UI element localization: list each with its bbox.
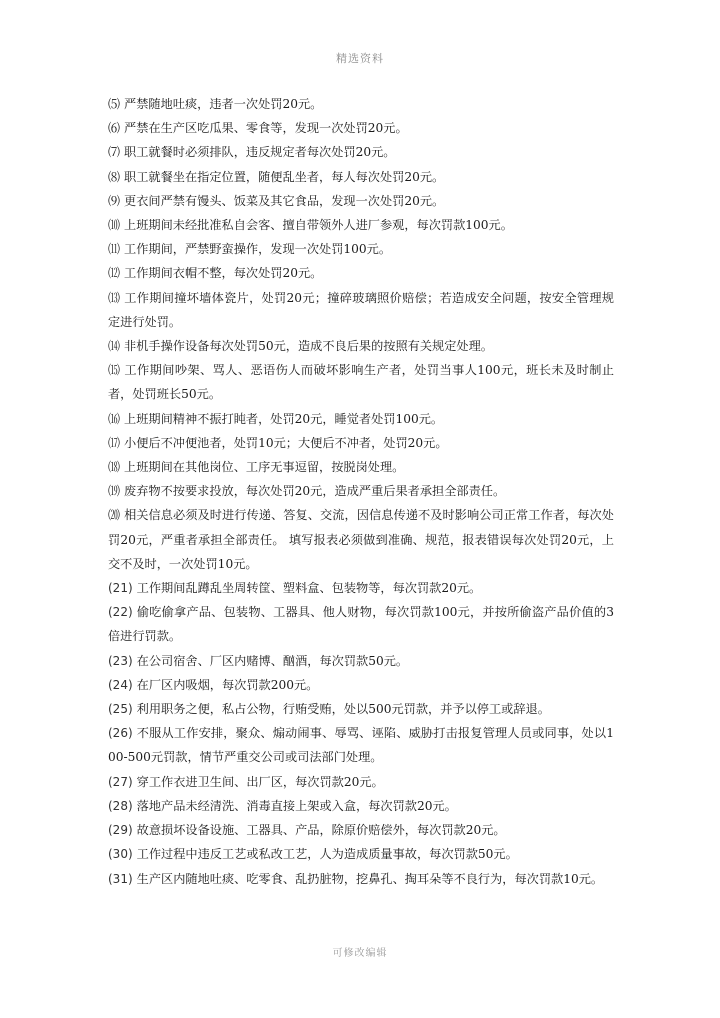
rule-text: 工作期间衣帽不整，每次处罚20元。 — [124, 266, 323, 281]
rule-number: ⑾ — [108, 242, 121, 257]
rule-number: (26) — [108, 726, 133, 741]
rule-number: ⒁ — [108, 339, 121, 354]
rule-number: ⑹ — [108, 121, 121, 136]
rule-number: (21) — [108, 581, 133, 596]
rule-text: 相关信息必须及时进行传递、答复、交流，因信息传递不及时影响公司正常工作者，每次处罚20元，严重者承担全部责任。 填写报表必须做到准确、规范，报表错误每次处罚20元，上交不及时，一次处罚10元。 — [108, 508, 614, 571]
rule-text: 工作过程中违反工艺或私改工艺，人为造成质量事故，每次罚款50元。 — [136, 847, 518, 862]
rule-text: 严禁随地吐痰，违者一次处罚20元。 — [124, 97, 323, 111]
rule-text: 利用职务之便，私占公物，行贿受贿，处以500元罚款，并予以停工或辞退。 — [136, 702, 550, 717]
rule-number: ⑸ — [108, 97, 121, 111]
rule-item — [108, 673, 614, 697]
rule-item — [108, 116, 614, 140]
rule-text: 上班期间未经批准私自会客、擅自带领外人进厂参观，每次罚款100元。 — [124, 218, 513, 233]
rule-text: 上班期间在其他岗位、工序无事逗留，按脱岗处理。 — [124, 460, 405, 475]
rule-item — [108, 770, 614, 794]
rule-text: 职工就餐坐在指定位置，随便乱坐者，每人每次处罚20元。 — [124, 169, 445, 184]
rule-number: (22) — [108, 605, 133, 620]
rule-text: 工作期间吵架、骂人、恶语伤人而破坏影响生产者，处罚当事人100元，班长未及时制止者，处罚班长50元。 — [108, 363, 614, 402]
rule-item — [108, 140, 614, 164]
rule-text: 非机手操作设备每次处罚50元，造成不良后果的按照有关规定处理。 — [124, 339, 493, 354]
rule-text: 职工就餐时必须排队，违反规定者每次处罚20元。 — [124, 145, 396, 160]
rule-number: (24) — [108, 677, 133, 692]
rule-number: ⑼ — [108, 193, 121, 208]
rule-item — [108, 503, 614, 576]
rule-number: ⒇ — [108, 508, 121, 523]
rule-number: (23) — [108, 653, 133, 668]
rule-item — [108, 213, 614, 237]
rule-item — [108, 697, 614, 721]
rule-text: 穿工作衣进卫生间、出厂区，每次罚款20元。 — [136, 774, 384, 789]
rule-item — [108, 237, 614, 261]
rule-item — [108, 576, 614, 600]
rule-text: 更衣间严禁有馒头、饭菜及其它食品，发现一次处罚20元。 — [124, 193, 445, 208]
rule-text: 在公司宿舍、厂区内赌博、酗酒，每次罚款50元。 — [136, 653, 409, 668]
rule-item — [108, 358, 614, 406]
rule-item — [108, 407, 614, 431]
rule-text: 工作期间乱蹲乱坐周转筐、塑料盒、包装物等，每次罚款20元。 — [136, 581, 482, 596]
rule-item — [108, 286, 614, 334]
rule-number: ⒅ — [108, 460, 121, 475]
rules-list — [108, 92, 614, 891]
rule-text: 不服从工作安排，聚众、煽动闹事、辱骂、诬陷、威胁打击报复管理人员或同事，处以100-500元罚款，情节严重交公司或司法部门处理。 — [108, 726, 614, 765]
rule-item — [108, 818, 614, 842]
rule-text: 工作期间撞坏墙体瓷片，处罚20元；撞碎玻璃照价赔偿；若造成安全问题，按安全管理规定进行处罚。 — [108, 290, 614, 329]
rule-item — [108, 479, 614, 503]
page-header: 精选资料 — [336, 52, 384, 65]
rule-text: 在厂区内吸烟，每次罚款200元。 — [136, 677, 319, 692]
rule-number: (25) — [108, 702, 133, 717]
rule-number: ⑽ — [108, 218, 121, 233]
rule-item — [108, 261, 614, 285]
rule-item — [108, 600, 614, 648]
rule-item — [108, 649, 614, 673]
rule-number: ⑺ — [108, 145, 121, 160]
rule-text: 工作期间，严禁野蛮操作，发现一次处罚100元。 — [124, 242, 392, 257]
rule-text: 偷吃偷拿产品、包装物、工器具、他人财物，每次罚款100元，并按所偷盗产品价值的3倍进行罚款。 — [108, 605, 614, 644]
rule-item — [108, 334, 614, 358]
rule-number: ⒃ — [108, 411, 121, 426]
rule-text: 小便后不冲便池者，处罚10元；大便后不冲者，处罚20元。 — [124, 435, 448, 450]
rule-text: 落地产品未经清洗、消毒直接上架或入盒，每次罚款20元。 — [136, 798, 457, 813]
rule-number: ⒀ — [108, 290, 121, 305]
rule-item — [108, 794, 614, 818]
rule-number: ⒄ — [108, 435, 121, 450]
rule-text: 生产区内随地吐痰、吃零食、乱扔脏物，挖鼻孔、掏耳朵等不良行为，每次罚款10元。 — [136, 871, 604, 886]
rule-number: (27) — [108, 774, 133, 789]
rule-text: 上班期间精神不振打盹者，处罚20元，睡觉者处罚100元。 — [124, 411, 444, 426]
rule-item — [108, 189, 614, 213]
rule-number: (31) — [108, 871, 133, 886]
rule-number: (30) — [108, 847, 133, 862]
rule-text: 废弃物不按要求投放，每次处罚20元，造成严重后果者承担全部责任。 — [124, 484, 506, 499]
rule-number: ⒆ — [108, 484, 121, 499]
rule-number: ⒂ — [108, 363, 121, 378]
rule-item — [108, 867, 614, 891]
rule-number: (28) — [108, 798, 133, 813]
rule-text: 严禁在生产区吃瓜果、零食等，发现一次处罚20元。 — [124, 121, 408, 136]
rule-number: ⑻ — [108, 169, 121, 184]
rule-number: (29) — [108, 823, 133, 838]
rule-item — [108, 431, 614, 455]
rule-number: ⑿ — [108, 266, 121, 281]
page-footer: 可修改编辑 — [332, 948, 388, 959]
rule-item — [108, 165, 614, 189]
rule-item — [108, 721, 614, 769]
rule-item — [108, 842, 614, 866]
rule-item — [108, 92, 614, 116]
rule-text: 故意损坏设备设施、工器具、产品，除原价赔偿外，每次罚款20元。 — [136, 823, 506, 838]
rule-item — [108, 455, 614, 479]
